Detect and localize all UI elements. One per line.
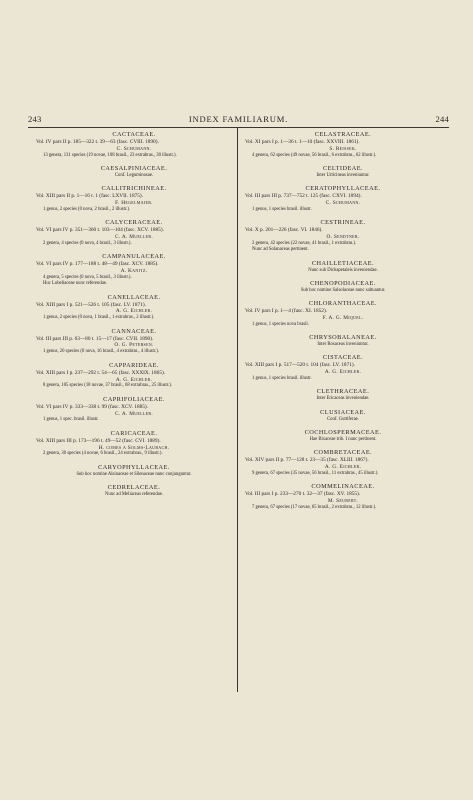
family-entry xyxy=(36,294,232,322)
header-rule xyxy=(28,127,449,128)
family-name: CHRYSOBALANEAE. xyxy=(309,334,377,342)
volume-reference: Vol. VI pars IV p. 351—360 t. 103—104 (fasc. XCV. 1885). xyxy=(36,227,164,234)
family-name: CLETHRACEAE. xyxy=(316,388,370,396)
family-name: CLUSIACEAE. xyxy=(320,408,366,416)
entry-remark: Nunc ad Solanaceas pertinent. xyxy=(252,247,309,253)
family-entry xyxy=(245,165,441,179)
author-name: O. G. Petersen. xyxy=(114,342,154,349)
volume-reference: Vol. VI pars IV p. 177—188 t. 48—49 (fasc. XCV. 1885). xyxy=(36,261,159,268)
family-name: CHLORANTHACEAE. xyxy=(308,300,378,308)
volume-reference: Vol. XIII pars III p. 173—196 t. 49—52 (fasc. CVI. 1889). xyxy=(36,437,161,444)
volume-reference: Vol. XIII pars I p. 521—526 t. 105 (fasc. LV. 1871). xyxy=(36,301,146,308)
volume-reference: Vol. XIII pars I p. 517—520 t. 104 (fasc. LV. 1871). xyxy=(245,362,355,369)
species-stats: 7 genera, 67 species (17 novae, 65 brasil., 2 extrabras., 12 illustr.). xyxy=(252,505,377,511)
running-header xyxy=(28,114,449,126)
species-stats: 13 genera, 131 species (19 novae, 108 brasil., 23 extrabras., 30 illustr.). xyxy=(43,152,177,158)
entry-remark: Huc Lobeliaceae nunc referendae. xyxy=(43,281,108,287)
author-name: A. G. Eichler. xyxy=(324,369,362,376)
family-name: CARICACEAE. xyxy=(110,429,158,437)
author-name: H. comes a Solms-Laubach. xyxy=(98,444,170,451)
family-entry xyxy=(245,185,441,213)
author-name: F. A. G. Miquel. xyxy=(322,315,364,322)
author-name: C. Schumann. xyxy=(325,200,361,207)
family-name: CARYOPHYLLACEAE. xyxy=(98,463,170,471)
family-note: Conf. Guttiferae. xyxy=(327,416,359,422)
family-entry xyxy=(36,362,232,390)
family-entry xyxy=(36,484,232,498)
volume-reference: Vol. III pars I p. 233—270 t. 32—37 (fasc. XV. 1855). xyxy=(245,491,361,498)
family-note: Sub hoc nomine Alsinaceae et Silenaceae nunc conjunguntur. xyxy=(76,471,192,477)
family-name: CAESALPINIACEAE. xyxy=(100,165,168,173)
family-entry xyxy=(36,328,232,356)
author-name: S. Reissek. xyxy=(329,145,357,152)
volume-reference: Vol. X p. 201—226 (fasc. VI. 1846). xyxy=(245,227,323,234)
family-name: CHENOPODIACEAE. xyxy=(310,279,376,287)
species-stats: 1 genus, 1 species brasil. illustr. xyxy=(252,207,312,213)
author-name: C. A. Mueller. xyxy=(115,234,153,241)
family-entry xyxy=(245,449,441,477)
volume-reference: Vol. VI pars IV p. 333—338 t. 99 (fasc. XCV. 1885). xyxy=(36,403,149,410)
family-entry xyxy=(245,409,441,423)
family-entry xyxy=(245,219,441,253)
family-entry xyxy=(245,483,441,511)
family-entry xyxy=(36,430,232,458)
family-entry xyxy=(36,396,232,424)
family-note: Conf. Leguminosae. xyxy=(114,173,154,179)
family-entry xyxy=(36,165,232,179)
family-note: Inter Ericaceas inveniendae. xyxy=(316,396,370,402)
family-entry xyxy=(245,334,441,348)
family-name: COMBRETACEAE. xyxy=(313,449,373,457)
species-stats: 4 genera, 62 species (49 novae, 56 brasil., 6 extrabras., 62 illustr.). xyxy=(252,152,377,158)
species-stats: 2 genera, 42 species (22 novae, 41 brasil., 1 extrabras.). xyxy=(252,241,357,247)
right-column xyxy=(245,131,441,517)
family-entry xyxy=(245,280,441,294)
page-number-left: 243 xyxy=(28,114,42,124)
family-name: CANNACEAE. xyxy=(111,327,157,335)
family-entry xyxy=(36,219,232,247)
family-entry xyxy=(245,354,441,382)
author-name: A. G. Eichler. xyxy=(115,308,153,315)
author-name: M. Seubert. xyxy=(327,498,359,505)
author-name: F. Hegelmaier. xyxy=(115,200,153,207)
family-note: Inter Urticineas inveniuntur. xyxy=(316,173,370,179)
family-note: Nunc ad Meliaceas referendae. xyxy=(104,491,164,497)
family-name: COMMELINACEAE. xyxy=(311,483,375,491)
volume-reference: Vol. XIV pars II p. 77—128 t. 23—35 (fasc. XLIII. 1867). xyxy=(245,457,369,464)
family-name: CESTRINEAE. xyxy=(320,219,366,227)
author-name: A. Kanitz. xyxy=(120,268,148,275)
volume-reference: Vol. III pars III p. 737—752 t. 125 (fasc. CXVI. 1894). xyxy=(245,193,362,200)
volume-reference: Vol. XIII pars II p. 1—16 t. 1 (fasc. LXVII. 1875). xyxy=(36,193,143,200)
family-entry xyxy=(36,185,232,213)
page-number-right: 244 xyxy=(435,114,449,124)
species-stats: 1 genus, 1 species nova brasil. xyxy=(252,321,309,327)
family-name: CERATOPHYLLACEAE. xyxy=(305,185,381,193)
family-name: CAPPARIDEAE. xyxy=(109,361,159,369)
family-entry xyxy=(36,253,232,287)
column-divider xyxy=(237,128,238,692)
family-entry xyxy=(36,131,232,159)
family-entry xyxy=(245,429,441,443)
volume-reference: Vol. IV pars II p. 185—322 t. 39—63 (fasc. CVIII. 1890). xyxy=(36,139,159,145)
species-stats: 1 genus, 2 species (0 nova, 2 brasil., 2 illustr.). xyxy=(43,207,131,213)
family-name: CELASTRACEAE. xyxy=(314,131,372,138)
family-name: CAPRIFOLIACEAE. xyxy=(103,395,165,403)
species-stats: 8 genera, 105 species (18 novae, 37 brasil., 68 extrabras., 25 illustr.). xyxy=(43,383,173,389)
species-stats: 9 genera, 67 species (35 novae, 56 brasil., 11 extrabras., 45 illustr.). xyxy=(252,471,379,477)
volume-reference: Vol. IV pars I p. 1—4 (fasc. XI. 1852). xyxy=(245,308,328,315)
family-name: CAMPANULACEAE. xyxy=(102,253,166,261)
family-name: CISTACEAE. xyxy=(322,354,364,362)
family-name: CALYCERACEAE. xyxy=(105,219,163,227)
family-note: Inter Rosaceas inveniuntur. xyxy=(317,342,369,348)
family-note: Nunc sub Dichapetaleis inveniendae. xyxy=(308,267,378,273)
species-stats: 2 genera, 4 species (0 nova, 4 brasil., 3 illustr.). xyxy=(43,241,132,247)
volume-reference: Vol. XI pars I p. 1—36 t. 1—10 (fasc. XXVIII. 1861). xyxy=(245,139,360,145)
running-title: INDEX FAMILIARUM. xyxy=(188,114,289,124)
left-column xyxy=(36,131,232,504)
family-entry xyxy=(36,464,232,478)
species-stats: 1 genus, 1 species brasil. illustr. xyxy=(252,376,312,382)
author-name: A. G. Eichler. xyxy=(324,464,362,471)
author-name: C. A. Mueller. xyxy=(115,410,153,417)
family-name: CALLITRICHINEAE. xyxy=(101,185,167,193)
family-entry xyxy=(245,300,441,328)
family-name: COCHLOSPERMACEAE. xyxy=(304,429,382,437)
family-name: CHAILLETIACEAE. xyxy=(311,259,375,267)
family-name: CELTIDEAE. xyxy=(322,165,364,173)
species-stats: 1 genus, 2 species (0 nova, 1 brasil., 1 extrabras., 2 illustr.). xyxy=(43,315,155,321)
family-name: CACTACEAE. xyxy=(112,131,156,138)
species-stats: 1 genus, 20 species (0 nova, 16 brasil., 4 extrabras., 4 illustr.). xyxy=(43,349,159,355)
family-note: Hae Bixaceae trib. I nunc pertinent. xyxy=(309,437,377,443)
family-entry xyxy=(245,131,441,159)
species-stats: 1 genus, 1 spec. brasil. illustr. xyxy=(43,417,99,423)
family-entry xyxy=(245,388,441,402)
family-name: CEDRELACEAE. xyxy=(107,483,161,491)
author-name: O. Sendtner. xyxy=(326,234,360,241)
family-entry xyxy=(245,260,441,274)
author-name: A. G. Eichler. xyxy=(115,376,153,383)
family-note: Sub hoc nomine Salsolaceae nunc saltuantur. xyxy=(300,287,386,293)
species-stats: 4 genera, 5 species (0 nova, 5 brasil., 3 illustr.). xyxy=(43,275,132,281)
author-name: C. Schumann. xyxy=(116,145,152,152)
volume-reference: Vol. III pars III p. 63—80 t. 15—17 (fasc. CVII. 1890). xyxy=(36,335,154,342)
species-stats: 2 genera, 30 species (4 novae, 6 brasil., 24 extrabras., 9 illustr.). xyxy=(43,451,163,457)
volume-reference: Vol. XIII pars I p. 237—292 t. 54—65 (fasc. XXXIX. 1865). xyxy=(36,369,166,376)
family-name: CANELLACEAE. xyxy=(107,293,161,301)
